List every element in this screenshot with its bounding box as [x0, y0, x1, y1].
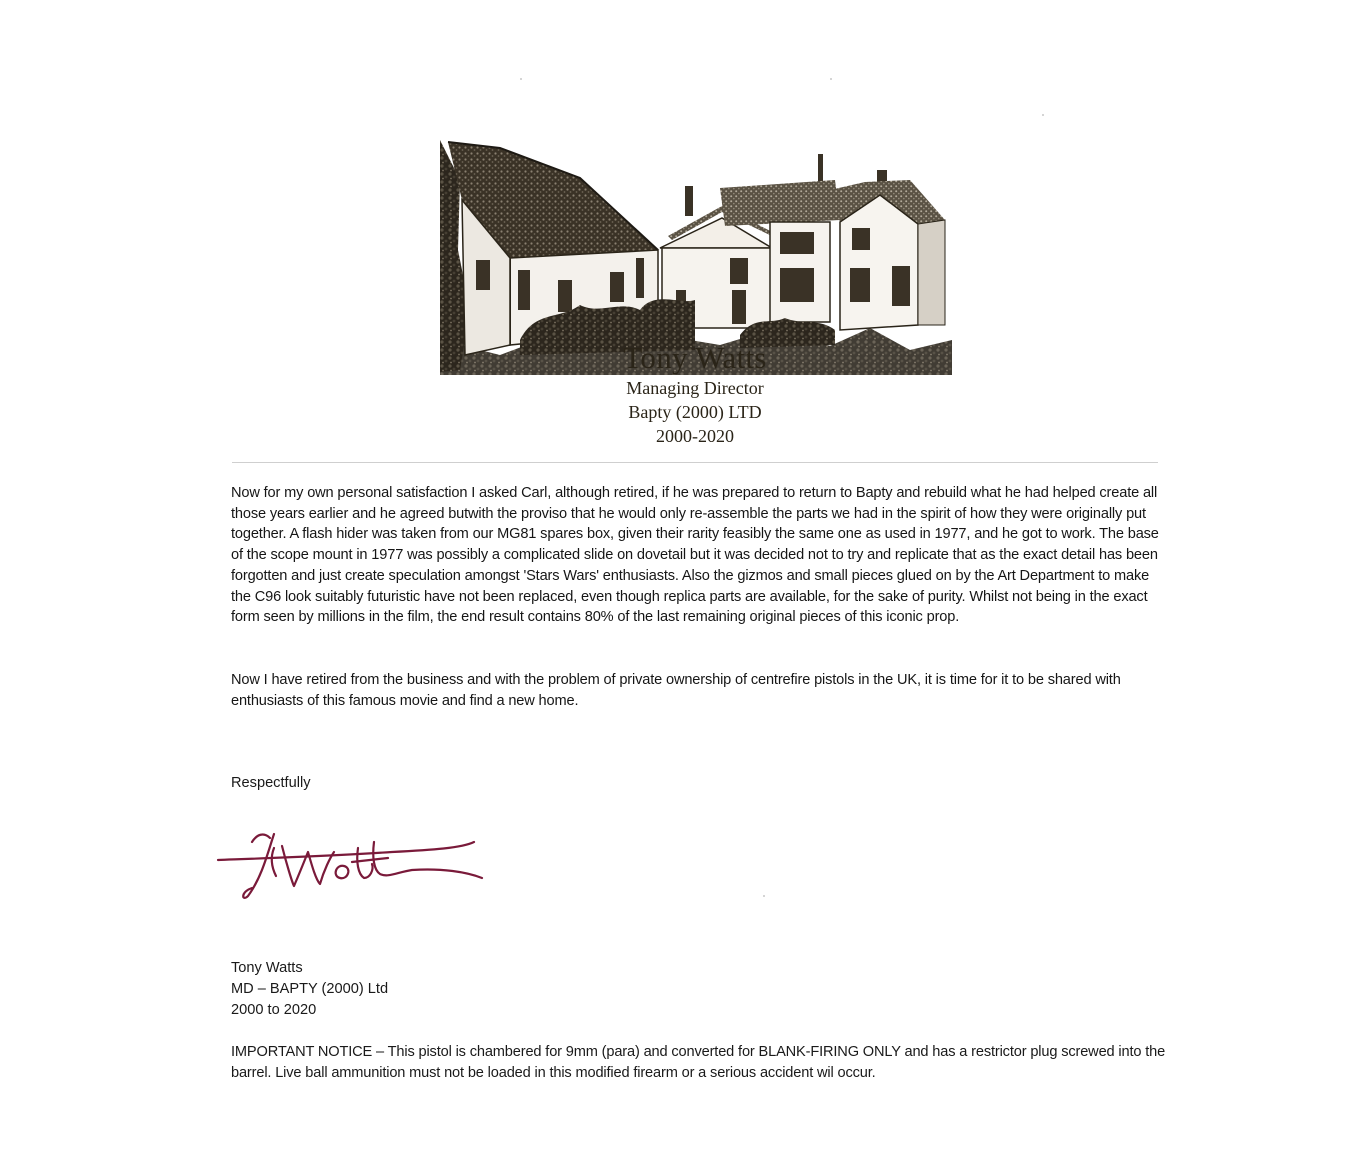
scan-speck: [763, 895, 765, 897]
handwritten-signature: [212, 822, 492, 912]
closing-salutation: Respectfully: [231, 775, 311, 791]
important-notice: IMPORTANT NOTICE – This pistol is chambered for 9mm (para) and converted for BLANK-FIRING ONLY and has a restrictor plug screwed into the barrel. Live ball ammunition must not be loaded in this modified firearm or a serious accident wil occur.: [231, 1044, 1166, 1081]
signatory-role: MD – BAPTY (2000) Ltd: [231, 980, 389, 997]
letterhead-divider: [232, 462, 1158, 463]
letterhead-years: 2000-2020: [656, 426, 734, 446]
letterhead-company: Bapty (2000) LTD: [628, 402, 762, 422]
letterhead-name: Tony Watts: [623, 340, 767, 375]
scan-speck: [1042, 114, 1044, 116]
signatory-years: 2000 to 2020: [231, 1001, 317, 1018]
signatory-name: Tony Watts: [231, 960, 303, 976]
signature-block: [231, 958, 388, 1020]
letterhead-title: Managing Director: [626, 378, 764, 398]
body-paragraph-2: Now I have retired from the business and with the problem of private ownership of centrefire pistols in the UK, it is time for it to be shared with enthusiasts of this famous movie and find a new home.: [231, 672, 1121, 709]
scan-speck: [830, 78, 832, 80]
letterhead-text-block: [560, 340, 830, 448]
scan-speck: [520, 78, 522, 80]
body-paragraph-1: Now for my own personal satisfaction I asked Carl, although retired, if he was prepared to return to Bapty and rebuild what he had helped create all those years earlier and he agreed butwith the proviso that he would only re-assemble the parts we had in the spirit of how they were originally put together. A flash hider was taken from our MG81 spares box, given their rarity feasibly the same one as used in 1977, and he got to work. The base of the scope mount in 1977 was possibly a complicated slide on dovetail but it was decided not to try and replicate that as the exact detail has been forgotten and just create speculation amongst 'Stars Wars' enthusiasts. Also the gizmos and small pieces glued on by the Art Department to make the C96 look suitably futuristic have not been replaced, even though replica parts are available, for the sake of purity. Whilst not being in the exact form seen by millions in the film, the end result contains 80% of the last remaining original pieces of this iconic prop.: [231, 485, 1159, 626]
